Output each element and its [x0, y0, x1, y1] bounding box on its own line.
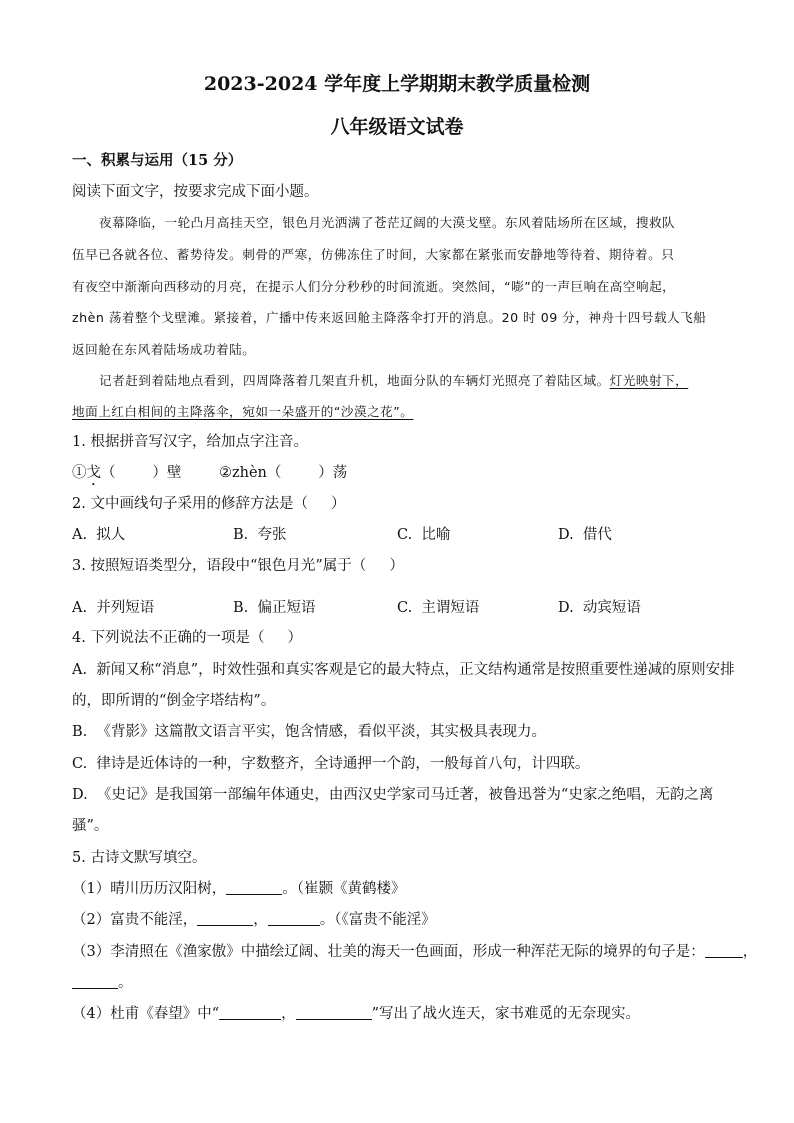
- answer-blank[interactable]: [197, 911, 253, 926]
- passage-line: 返回舱在东风着陆场成功着陆。: [72, 342, 256, 357]
- fill-text: 。: [118, 975, 133, 991]
- option-a-line: A. 新闻又称“消息”，时效性强和真实客观是它的最大特点，正文结构通常是按照重要性递减的原则安排: [72, 662, 735, 678]
- fill-item-3: [72, 942, 757, 962]
- passage-line: 有夜空中渐渐向西移动的月亮，在提示人们分分秒秒的时间流逝。突然间，“嘭”的一声巨响在高空响起，: [72, 279, 676, 294]
- question-1-stem: 1. 根据拼音写汉字，给加点字注音。: [72, 434, 308, 450]
- option-d-line: 骚”。: [72, 818, 109, 834]
- option-d: D. 动宾短语: [558, 600, 641, 616]
- passage-line: [99, 371, 688, 391]
- question-5-stem: 5. 古诗文默写填空。: [72, 850, 207, 866]
- question-4-stem: 4. 下列说法不正确的一项是（ ）: [72, 630, 302, 646]
- fill-text: ，: [742, 944, 758, 960]
- fill-item-1: [72, 879, 405, 899]
- answer-blank[interactable]: [296, 1005, 372, 1020]
- option-c: C. 律诗是近体诗的一种，字数整齐，全诗通押一个韵，一般每首八句，计四联。: [72, 756, 590, 772]
- answer-blank[interactable]: [705, 943, 743, 958]
- answer-blank[interactable]: [268, 911, 320, 926]
- fill-item-3-cont: [72, 973, 133, 993]
- option-a: A. 并列短语: [72, 600, 155, 616]
- exam-title: 2023-2024 学年度上学期期末教学质量检测: [203, 73, 591, 95]
- item-number: ②zhèn: [219, 465, 267, 481]
- passage-text: 记者赶到着陆地点看到，四周降落着几架直升机，地面分队的车辆灯光照亮了着陆区域。: [99, 373, 610, 388]
- fill-text: （1）晴川历历汉阳树，: [72, 881, 227, 897]
- item-tail: 荡: [332, 465, 348, 481]
- fill-text: （4）杜甫《春望》中“: [72, 1006, 220, 1022]
- fill-text: 。（《富贵不能淫》: [319, 912, 436, 928]
- question-1-item-2: [219, 463, 347, 483]
- fill-text: （3）李清照在《渔家傲》中描绘辽阔、壮美的海天一色画面，形成一种浑茫无际的境界的句子是：: [72, 944, 705, 960]
- section-heading: 一、积累与运用（15 分）: [72, 152, 243, 169]
- option-b: B. 夸张: [233, 527, 287, 543]
- underlined-sentence: 灯光映射下，: [609, 373, 689, 388]
- fill-text: ”写出了战火连天，家书难觅的无奈现实。: [371, 1006, 641, 1022]
- option-b: B. 《背影》这篇散文语言平实，饱含情感，看似平淡，其实极具表现力。: [72, 724, 546, 740]
- answer-blank[interactable]: [72, 974, 118, 989]
- underlined-sentence: 地面上红白相间的主降落伞，宛如一朵盛开的“沙漠之花”。: [72, 404, 414, 419]
- passage-line: 伍早已各就各位、蓄势待发。刺骨的严寒，仿佛冻住了时间，大家都在紧张而安静地等待着、期待着。只: [72, 247, 675, 262]
- fill-item-4: [72, 1004, 640, 1024]
- item-tail: 壁: [166, 465, 182, 481]
- option-a-line: 的，即所谓的“倒金字塔结构”。: [72, 693, 276, 709]
- option-a: A. 拟人: [72, 527, 126, 543]
- question-1-item-1: [72, 463, 181, 489]
- option-d-line: D. 《史记》是我国第一部编年体通史，由西汉史学家司马迁著，被鲁迅誉为“史家之绝唱，无韵之离: [72, 787, 714, 803]
- fill-text: 。（崔颢《黄鹤楼》: [282, 881, 406, 897]
- answer-blank[interactable]: [226, 880, 282, 895]
- item-number: ①: [72, 465, 87, 481]
- fill-text: ，: [253, 912, 268, 928]
- fill-text: （2）富贵不能淫，: [72, 912, 198, 928]
- option-c: C. 主谓短语: [397, 600, 480, 616]
- exam-subtitle: 八年级语文试卷: [330, 116, 464, 138]
- question-3-stem: 3. 按照短语类型分，语段中“银色月光”属于（ ）: [72, 558, 404, 574]
- question-2-stem: 2. 文中画线句子采用的修辞方法是（ ）: [72, 496, 346, 512]
- option-b: B. 偏正短语: [233, 600, 316, 616]
- passage-line: zhèn 荡着整个戈壁滩。紧接着，广播中传来返回舱主降落伞打开的消息。20 时 09 分，神舟十四号载人飞船: [72, 310, 707, 325]
- dotted-char: 戈: [86, 465, 101, 481]
- option-c: C. 比喻: [397, 527, 451, 543]
- answer-paren: （ ）: [101, 465, 167, 481]
- option-d: D. 借代: [558, 527, 612, 543]
- answer-blank[interactable]: [219, 1005, 281, 1020]
- answer-paren: （ ）: [266, 465, 333, 481]
- reading-instruction: 阅读下面文字，按要求完成下面小题。: [72, 184, 319, 200]
- passage-line: 夜幕降临，一轮凸月高挂天空，银色月光洒满了苍茫辽阔的大漠戈壁。东风着陆场所在区域，搜救队: [99, 215, 676, 230]
- fill-text: ，: [281, 1006, 296, 1022]
- fill-item-2: [72, 910, 436, 930]
